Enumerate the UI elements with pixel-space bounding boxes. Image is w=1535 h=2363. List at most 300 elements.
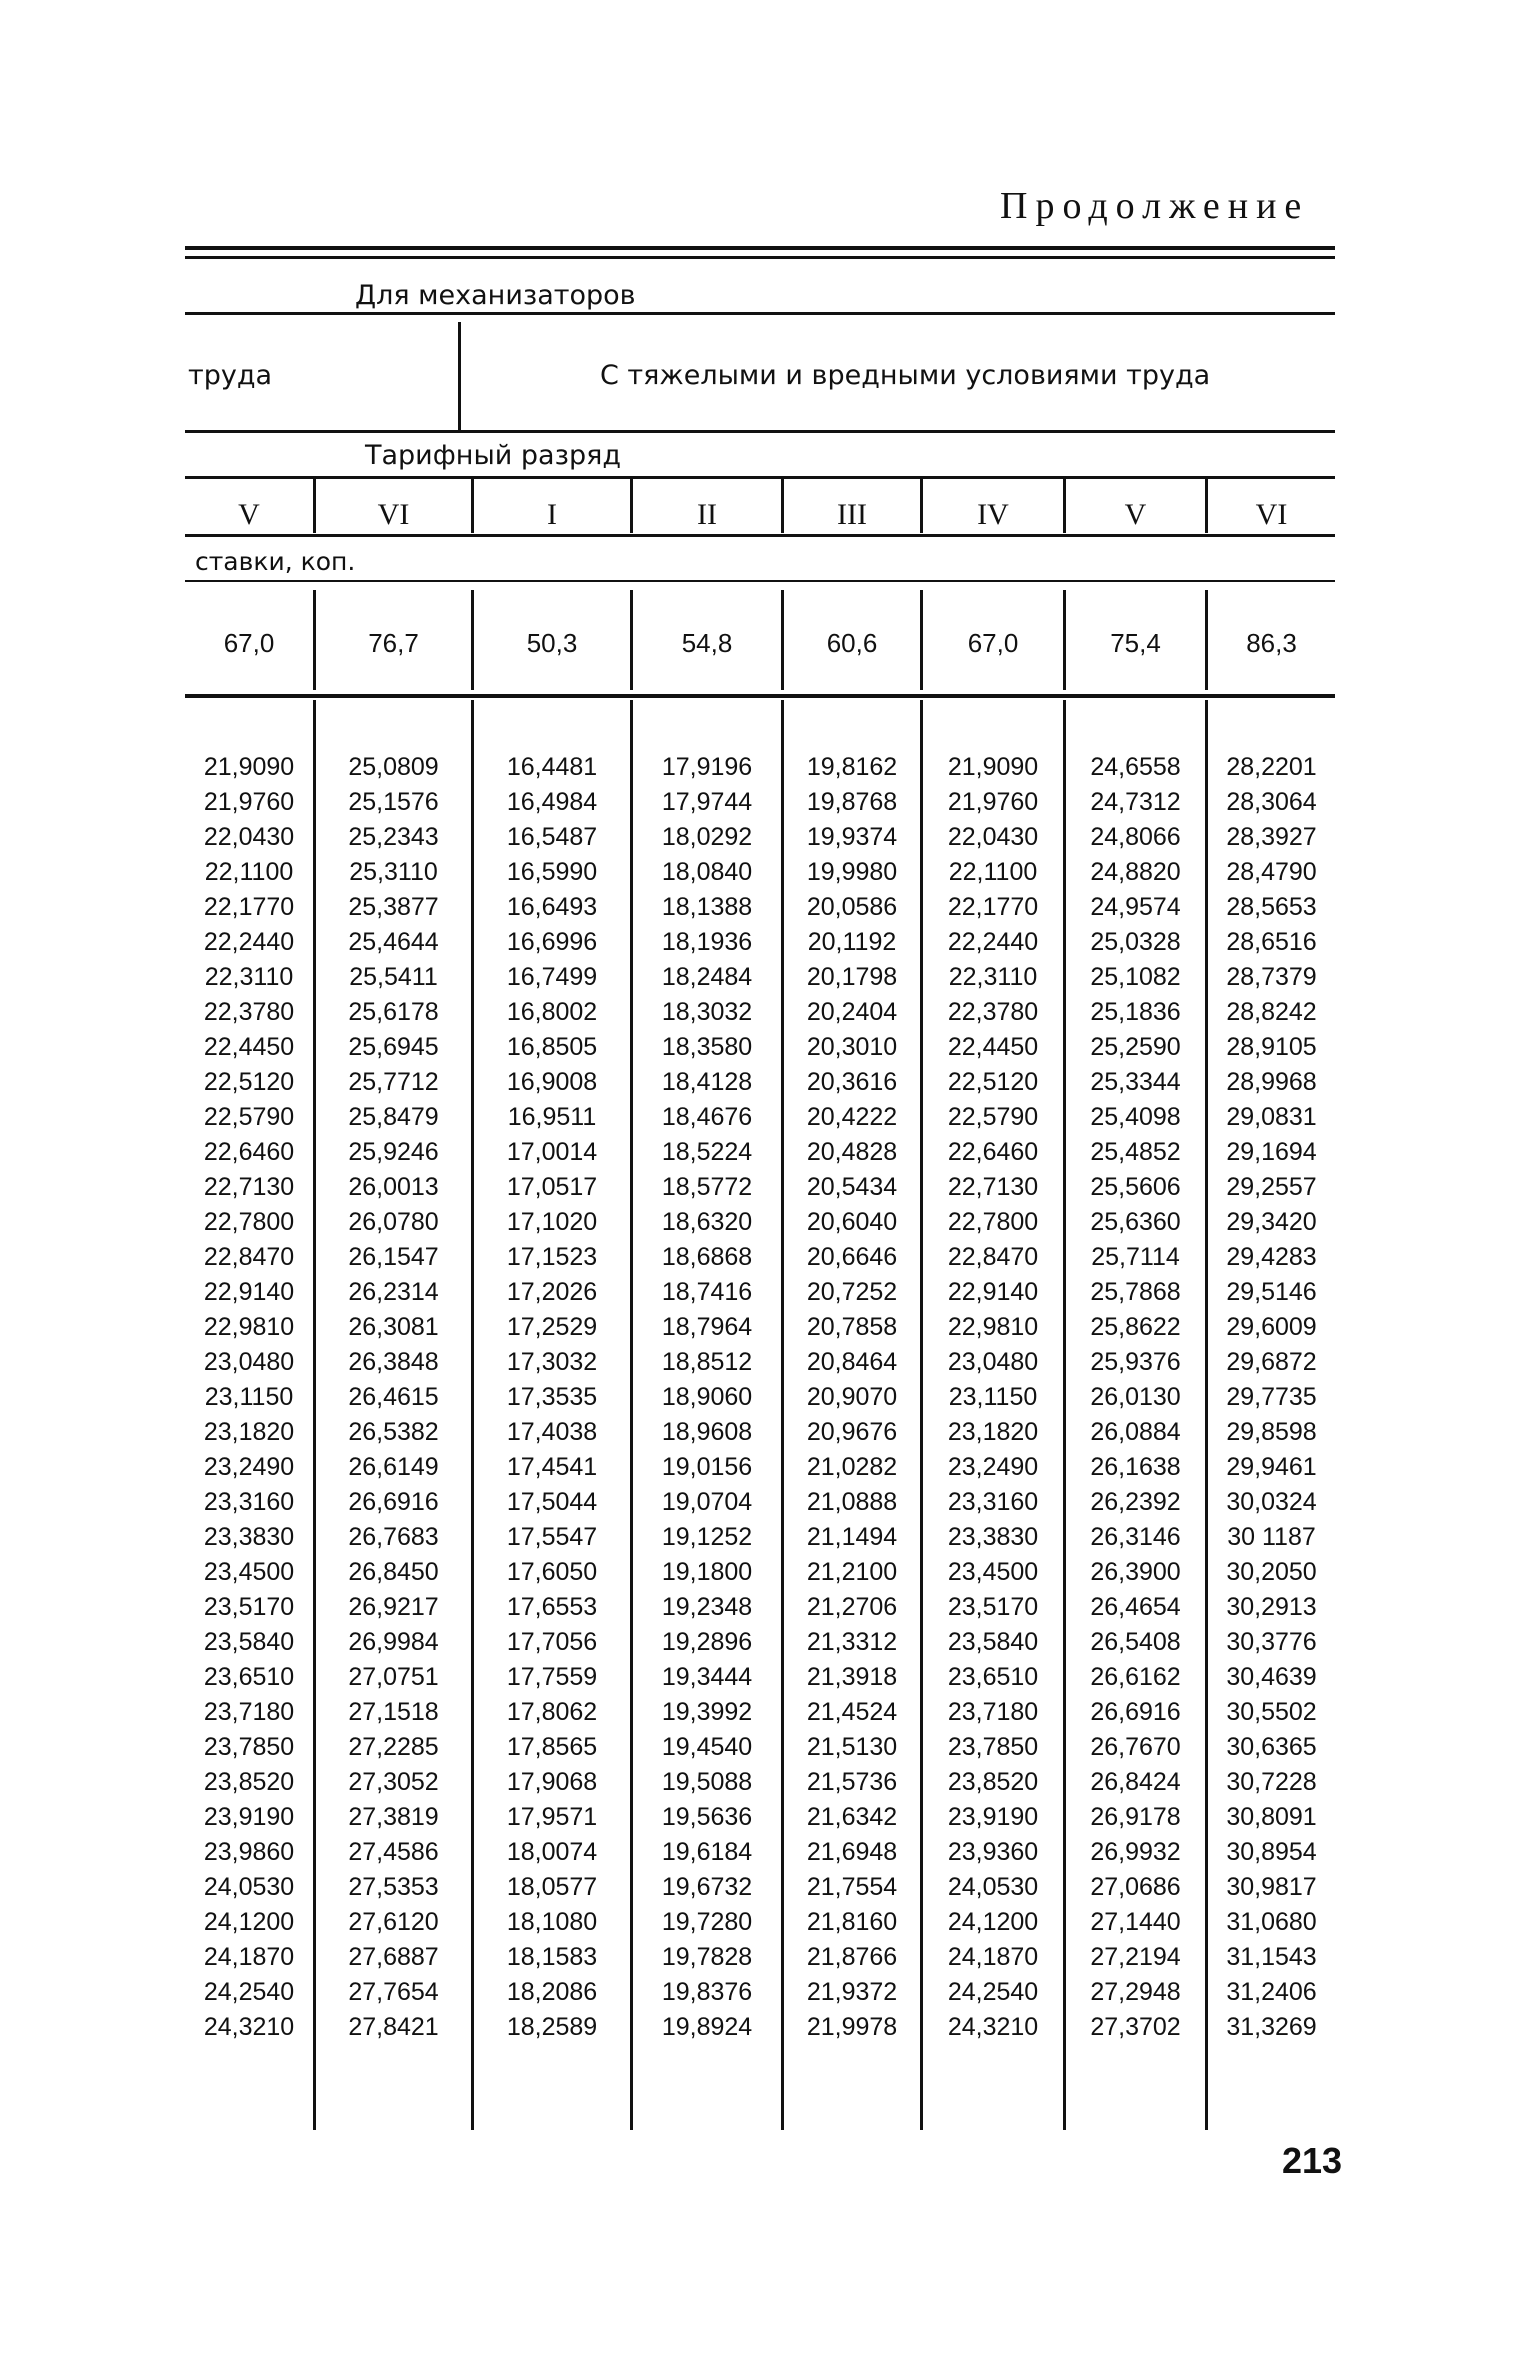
table-cell: 27,4586 [348,1838,439,1866]
table-cell: 17,9068 [506,1768,598,1796]
table-cell: 24,1200 [947,1908,1039,1936]
table-cell: 17,2026 [506,1278,598,1306]
table-cell: 30,4639 [1226,1663,1317,1691]
table-cell: 26,9217 [348,1593,439,1621]
grade-label: I [547,498,557,531]
table-cell: 22,9140 [203,1278,295,1306]
table-cell: 16,4984 [506,788,598,816]
table-cell: 24,8820 [1090,858,1181,886]
table-cell: 22,7800 [947,1208,1039,1236]
table-cell: 26,0780 [348,1208,439,1236]
table-cell: 17,9196 [661,753,753,781]
table-cell: 20,8464 [806,1348,898,1376]
table-cell: 21,8160 [806,1908,898,1936]
table-cell: 22,3110 [204,963,294,991]
table-cell: 23,3160 [203,1488,295,1516]
labor-header: труда [188,360,273,391]
table-cell: 30 1187 [1227,1523,1316,1551]
table-cell: 25,9246 [348,1138,439,1166]
data-column-2 [474,750,630,2045]
table-cell: 19,8768 [806,788,898,816]
table-cell: 23,7850 [947,1733,1039,1761]
table-cell: 22,1100 [204,858,294,886]
table-cell: 30,7228 [1226,1768,1317,1796]
table-cell: 23,0480 [203,1348,295,1376]
table-cell: 18,7964 [661,1313,753,1341]
page-number: 213 [1282,2140,1343,2181]
table-cell: 18,5224 [661,1138,753,1166]
table-cell: 26,3081 [348,1313,439,1341]
table-cell: 26,1638 [1090,1453,1181,1481]
table-cell: 17,6050 [506,1558,598,1586]
table-cell: 23,3160 [947,1488,1039,1516]
table-cell: 29,8598 [1226,1418,1317,1446]
rate-value: 86,3 [1246,628,1297,658]
table-cell: 24,2540 [947,1978,1039,2006]
table-cell: 17,1523 [506,1243,598,1271]
table-cell: 27,3819 [348,1803,439,1831]
table-cell: 27,5353 [348,1873,439,1901]
grade-label: III [837,498,867,531]
rate-value: 50,3 [526,628,578,658]
table-cell: 23,4500 [947,1558,1039,1586]
table-cell: 25,4098 [1090,1103,1181,1131]
table-cell: 18,1080 [506,1908,598,1936]
table-cell: 20,4828 [806,1138,898,1166]
table-cell: 18,0292 [661,823,753,851]
table-cell: 27,6887 [348,1943,439,1971]
table-cell: 21,5130 [806,1733,898,1761]
table-cell: 17,7559 [506,1663,598,1691]
table-cell: 17,8062 [506,1698,598,1726]
table-cell: 30,2050 [1226,1558,1317,1586]
table-cell: 17,5547 [506,1523,598,1551]
table-cell: 22,1100 [948,858,1038,886]
table-cell: 16,4481 [506,753,598,781]
table-cell: 29,6009 [1226,1313,1317,1341]
table-cell: 18,1936 [661,928,753,956]
table-cell: 28,8242 [1226,998,1317,1026]
table-cell: 22,1770 [947,893,1039,921]
table-cell: 17,4541 [506,1453,598,1481]
table-cell: 28,6516 [1226,928,1317,956]
table-cell: 19,5088 [661,1768,753,1796]
top-rule [185,246,1335,250]
table-cell: 27,8421 [348,2013,439,2041]
table-cell: 21,2100 [806,1558,898,1586]
table-cell: 23,1820 [203,1418,295,1446]
table-cell: 18,0577 [506,1873,598,1901]
table-cell: 26,0130 [1090,1383,1181,1411]
table-cell: 30,9817 [1226,1873,1317,1901]
table-cell: 28,4790 [1226,858,1317,886]
table-cell: 29,4283 [1226,1243,1317,1271]
table-cell: 22,3780 [203,998,295,1026]
table-cell: 17,9571 [506,1803,598,1831]
table-cell: 30,5502 [1226,1698,1317,1726]
rate-value: 60,6 [826,628,878,658]
table-cell: 21,6948 [806,1838,898,1866]
table-cell: 27,7654 [348,1978,439,2006]
table-cell: 23,8520 [947,1768,1039,1796]
table-cell: 29,0831 [1226,1103,1317,1131]
table-cell: 31,2406 [1226,1978,1317,2006]
table-cell: 26,9932 [1090,1838,1181,1866]
table-cell: 22,3780 [947,998,1039,1026]
table-cell: 23,5170 [947,1593,1039,1621]
table-cell: 19,3444 [661,1663,753,1691]
table-cell: 16,5990 [506,858,598,886]
table-cell: 21,5736 [806,1768,898,1796]
table-cell: 24,1200 [203,1908,295,1936]
table-cell: 23,6510 [203,1663,295,1691]
top-rule-2 [185,256,1335,259]
table-cell: 26,0013 [348,1173,439,1201]
table-cell: 30,8954 [1226,1838,1317,1866]
table-cell: 26,6916 [1090,1698,1181,1726]
table-cell: 19,1252 [661,1523,753,1551]
grade-label: VI [1255,498,1288,531]
table-cell: 26,7670 [1090,1733,1181,1761]
rates-unit-header: ставки, коп. [195,547,356,576]
table-cell: 23,3830 [947,1523,1039,1551]
table-cell: 26,8424 [1090,1768,1181,1796]
table-cell: 21,9760 [203,788,295,816]
header-divider [458,322,461,430]
table-cell: 28,9968 [1226,1068,1317,1096]
table-cell: 17,0517 [506,1173,598,1201]
table-cell: 24,8066 [1090,823,1181,851]
table-cell: 29,6872 [1226,1348,1317,1376]
table-cell: 22,5120 [203,1068,295,1096]
rate-value: 67,0 [967,628,1019,658]
table-cell: 23,7180 [203,1698,295,1726]
table-cell: 24,0530 [203,1873,295,1901]
table-cell: 22,7800 [203,1208,295,1236]
table-cell: 26,9178 [1090,1803,1181,1831]
table-cell: 21,9372 [806,1978,898,2006]
table-cell: 26,3146 [1090,1523,1181,1551]
table-cell: 19,5636 [661,1803,753,1831]
table-cell: 21,4524 [806,1698,898,1726]
table-cell: 20,2404 [806,998,898,1026]
table-cell: 19,8162 [806,753,898,781]
table-cell: 26,6162 [1090,1663,1181,1691]
table-cell: 19,8376 [661,1978,753,2006]
table-cell: 22,9810 [203,1313,295,1341]
table-cell: 25,7114 [1091,1243,1180,1271]
grade-rule [185,534,1335,537]
table-cell: 27,2285 [348,1733,439,1761]
table-cell: 18,7416 [661,1278,753,1306]
data-column-5 [923,750,1063,2045]
mechanizers-header: Для механизаторов [355,280,636,311]
table-cell: 25,0809 [348,753,439,781]
table-cell: 18,3032 [661,998,753,1026]
table-cell: 18,1583 [506,1943,598,1971]
table-cell: 18,9608 [661,1418,753,1446]
table-cell: 16,9511 [507,1103,597,1131]
table-cell: 19,9374 [806,823,898,851]
table-cell: 22,5790 [947,1103,1039,1131]
table-cell: 24,3210 [947,2013,1039,2041]
table-cell: 22,6460 [203,1138,295,1166]
table-cell: 18,4128 [661,1068,753,1096]
table-cell: 18,9060 [661,1383,753,1411]
table-cell: 28,9105 [1226,1033,1317,1061]
table-cell: 25,6360 [1090,1208,1181,1236]
table-cell: 18,0074 [506,1838,598,1866]
table-cell: 30,0324 [1226,1488,1317,1516]
table-cell: 21,2706 [806,1593,898,1621]
data-column-3 [633,750,781,2045]
table-cell: 27,2948 [1090,1978,1181,2006]
table-cell: 21,3312 [806,1628,898,1656]
table-cell: 19,4540 [661,1733,753,1761]
grade-label: V [238,498,260,531]
table-cell: 21,6342 [806,1803,898,1831]
table-cell: 25,8479 [348,1103,439,1131]
table-cell: 19,7280 [661,1908,753,1936]
table-cell: 25,4852 [1090,1138,1181,1166]
table-cell: 18,0840 [661,858,753,886]
table-cell: 29,2557 [1226,1173,1317,1201]
table-cell: 22,7130 [947,1173,1039,1201]
table-cell: 17,4038 [506,1418,598,1446]
table-cell: 25,7868 [1090,1278,1181,1306]
rate-value: 67,0 [223,628,275,658]
table-cell: 24,6558 [1090,753,1181,781]
table-cell: 27,3702 [1090,2013,1181,2041]
table-cell: 18,2086 [506,1978,598,2006]
table-cell: 20,9676 [806,1418,898,1446]
table-cell: 16,5487 [506,823,598,851]
table-cell: 18,5772 [661,1173,753,1201]
table-cell: 25,0328 [1090,928,1181,956]
table-cell: 22,4450 [947,1033,1039,1061]
table-cell: 23,9190 [203,1803,295,1831]
data-column-1 [316,750,471,2045]
table-cell: 20,6646 [806,1243,898,1271]
data-column-0 [185,750,313,2045]
table-cell: 24,7312 [1090,788,1181,816]
table-cell: 17,7056 [506,1628,598,1656]
table-cell: 18,4676 [661,1103,753,1131]
table-cell: 26,7683 [348,1523,439,1551]
table-cell: 23,8520 [203,1768,295,1796]
table-cell: 22,9810 [947,1313,1039,1341]
table-cell: 25,8622 [1090,1313,1181,1341]
table-cell: 25,5606 [1090,1173,1181,1201]
table-cell: 31,3269 [1226,2013,1317,2041]
table-cell: 21,0888 [806,1488,898,1516]
table-cell: 23,7180 [947,1698,1039,1726]
table-cell: 21,8766 [806,1943,898,1971]
tariff-grade-header: Тарифный разряд [365,440,621,471]
table-cell: 23,1150 [948,1383,1038,1411]
table-cell: 25,3110 [349,858,438,886]
table-cell: 26,0884 [1090,1418,1181,1446]
table-cell: 18,2589 [506,2013,598,2041]
table-cell: 24,1870 [947,1943,1039,1971]
rate-value: 54,8 [681,628,733,658]
table-cell: 31,0680 [1226,1908,1317,1936]
table-cell: 18,1388 [661,893,753,921]
table-cell: 26,4654 [1090,1593,1181,1621]
table-cell: 22,0430 [947,823,1039,851]
table-cell: 18,6320 [661,1208,753,1236]
table-cell: 27,1440 [1090,1908,1181,1936]
table-cell: 17,3032 [506,1348,598,1376]
table-cell: 20,6040 [806,1208,898,1236]
table-cell: 23,9860 [203,1838,295,1866]
table-cell: 23,4500 [203,1558,295,1586]
table-cell: 20,1192 [807,928,897,956]
table-cell: 27,2194 [1090,1943,1181,1971]
table-cell: 23,9360 [947,1838,1039,1866]
table-cell: 22,4450 [203,1033,295,1061]
table-cell: 17,6553 [506,1593,598,1621]
table-cell: 26,6149 [348,1453,439,1481]
table-cell: 25,7712 [348,1068,439,1096]
rate-value: 76,7 [368,628,419,658]
table-cell: 28,2201 [1226,753,1317,781]
table-cell: 21,9090 [947,753,1039,781]
table-cell: 23,7850 [203,1733,295,1761]
table-cell: 28,3064 [1226,788,1317,816]
table-cell: 17,2529 [506,1313,598,1341]
table-cell: 25,9376 [1090,1348,1181,1376]
table-cell: 28,3927 [1226,823,1317,851]
grade-label: V [1124,498,1147,531]
table-cell: 25,1836 [1090,998,1181,1026]
table-cell: 22,2440 [947,928,1039,956]
table-cell: 21,9090 [203,753,295,781]
table-cell: 22,8470 [203,1243,295,1271]
table-cell: 21,7554 [806,1873,898,1901]
table-cell: 17,5044 [506,1488,598,1516]
table-cell: 19,9980 [806,858,898,886]
table-cell: 18,6868 [661,1243,753,1271]
table-cell: 26,5382 [348,1418,439,1446]
rate-value: 75,4 [1110,628,1161,658]
table-cell: 20,7858 [806,1313,898,1341]
table-cell: 19,1800 [661,1558,753,1586]
table-cell: 19,3992 [661,1698,753,1726]
table-cell: 16,6493 [506,893,598,921]
table-cell: 17,3535 [506,1383,598,1411]
table-cell: 26,5408 [1090,1628,1181,1656]
table-cell: 23,9190 [947,1803,1039,1831]
table-cell: 19,0704 [661,1488,753,1516]
table-cell: 27,0751 [348,1663,439,1691]
table-cell: 30,8091 [1226,1803,1317,1831]
table-cell: 16,7499 [506,963,598,991]
table-cell: 22,1770 [203,893,295,921]
table-cell: 23,1820 [947,1418,1039,1446]
table-cell: 31,1543 [1226,1943,1317,1971]
table-cell: 23,6510 [947,1663,1039,1691]
table-cell: 19,7828 [661,1943,753,1971]
table-cell: 20,5434 [806,1173,898,1201]
table-cell: 26,6916 [348,1488,439,1516]
table-cell: 26,9984 [348,1628,439,1656]
table-cell: 22,9140 [947,1278,1039,1306]
table-cell: 20,7252 [806,1278,898,1306]
table-cell: 22,6460 [947,1138,1039,1166]
page-title: Продолжение [1000,185,1310,227]
table-cell: 17,8565 [506,1733,598,1761]
table-cell: 26,3848 [348,1348,439,1376]
table-cell: 20,0586 [806,893,898,921]
table-cell: 25,2590 [1090,1033,1181,1061]
table-cell: 21,1494 [806,1523,898,1551]
table-cell: 27,1518 [348,1698,439,1726]
table-cell: 22,0430 [203,823,295,851]
table-cell: 26,8450 [348,1558,439,1586]
table-cell: 22,5120 [947,1068,1039,1096]
table-cell: 22,5790 [203,1103,295,1131]
table-cell: 23,1150 [204,1383,294,1411]
table-cell: 28,7379 [1226,963,1317,991]
table-cell: 30,2913 [1226,1593,1317,1621]
grade-label: VI [377,498,410,531]
table-cell: 24,3210 [203,2013,295,2041]
table-cell: 29,9461 [1226,1453,1317,1481]
table-cell: 22,8470 [947,1243,1039,1271]
table-cell: 25,1082 [1090,963,1181,991]
table-cell: 23,0480 [947,1348,1039,1376]
table-cell: 16,6996 [506,928,598,956]
grade-label: II [697,498,717,531]
table-cell: 30,3776 [1226,1628,1317,1656]
table-cell: 20,3010 [806,1033,898,1061]
table-cell: 20,3616 [806,1068,898,1096]
table-cell: 16,8002 [506,998,598,1026]
table-cell: 16,9008 [506,1068,598,1096]
table-cell: 24,1870 [203,1943,295,1971]
table-cell: 25,2343 [348,823,439,851]
table-cell: 24,0530 [947,1873,1039,1901]
table-cell: 21,9978 [806,2013,898,2041]
table-cell: 29,5146 [1226,1278,1317,1306]
table-cell: 24,2540 [203,1978,295,2006]
data-column-6 [1066,750,1205,2045]
table-cell: 18,3580 [661,1033,753,1061]
data-column-4 [784,750,920,2045]
table-cell: 20,9070 [806,1383,898,1411]
table-cell: 25,3877 [348,893,439,921]
table-cell: 19,6732 [661,1873,753,1901]
table-cell: 16,8505 [506,1033,598,1061]
table-cell: 19,2896 [661,1628,753,1656]
table-cell: 23,5840 [203,1628,295,1656]
table-cell: 27,3052 [348,1768,439,1796]
table-cell: 22,3110 [948,963,1038,991]
table-cell: 25,4644 [348,928,439,956]
table-cell: 17,0014 [506,1138,598,1166]
table-cell: 23,2490 [203,1453,295,1481]
table-cell: 26,4615 [348,1383,439,1411]
table-cell: 26,3900 [1090,1558,1181,1586]
table-cell: 22,7130 [203,1173,295,1201]
table-cell: 25,6178 [348,998,439,1026]
table-cell: 26,2392 [1090,1488,1181,1516]
table-cell: 21,3918 [806,1663,898,1691]
header-rule-3 [185,476,1335,479]
data-column-7 [1208,750,1335,2045]
table-cell: 18,8512 [661,1348,753,1376]
